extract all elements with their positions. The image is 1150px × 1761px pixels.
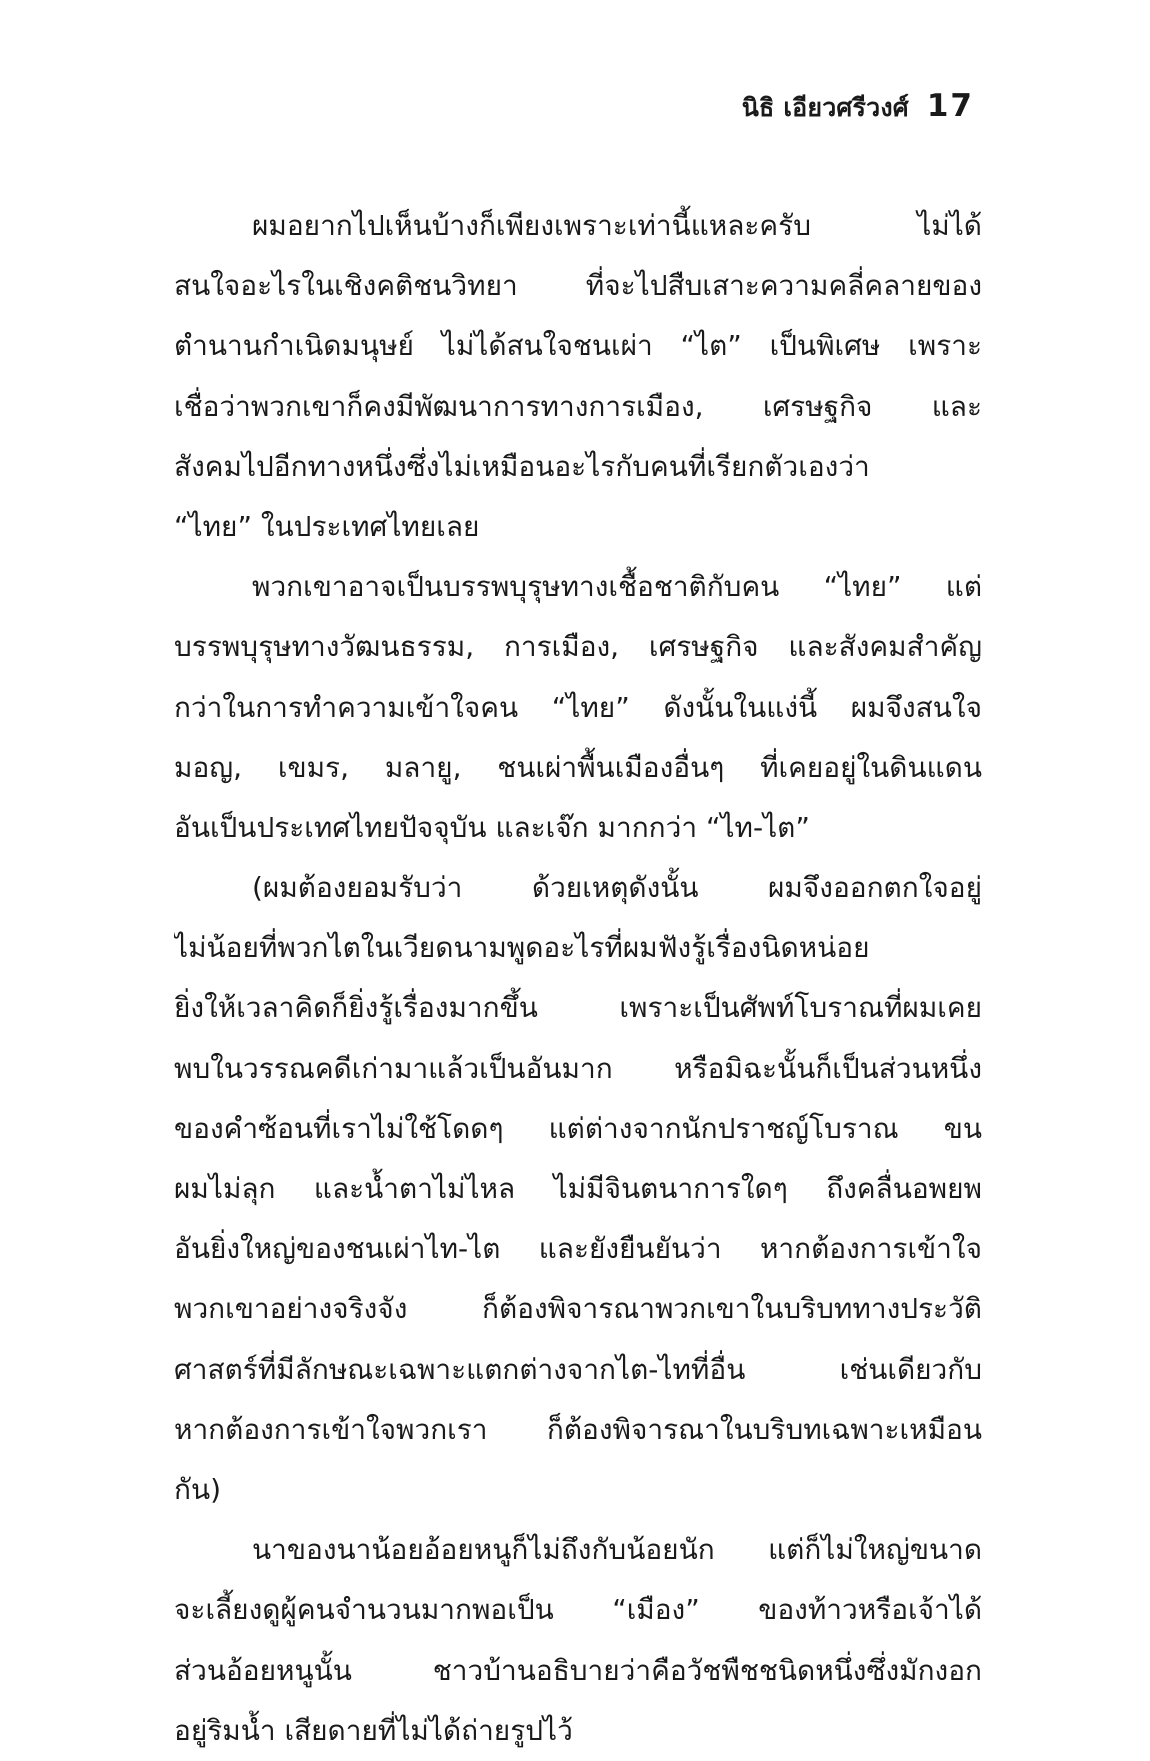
text-line: ยิ่งให้เวลาคิดก็ยิ่งรู้เรื่องมากขึ้น เพราะเป็นศัพท์โบราณที่ผมเคย <box>174 991 982 1025</box>
text-line: อันเป็นประเทศไทยปัจจุบัน และเจ๊ก มากกว่า “ไท-ไต” <box>174 810 810 844</box>
text-line: “ไทย” ในประเทศไทยเลย <box>174 509 480 543</box>
text-line: มอญ, เขมร, มลายู, ชนเผ่าพื้นเมืองอื่นๆ ที่เคยอยู่ในดินแดน <box>174 750 982 784</box>
running-head <box>742 88 974 128</box>
running-head-author: นิธิ เอียวศรีวงศ์ <box>741 93 909 122</box>
text-line: สนใจอะไรในเชิงคติชนวิทยา ที่จะไปสืบเสาะความคลี่คลายของ <box>174 269 982 303</box>
text-line: (ผมต้องยอมรับว่า ด้วยเหตุดังนั้น ผมจึงออกตกใจอยู่ <box>252 871 982 905</box>
paragraph-3 <box>174 858 982 1520</box>
paragraph-4 <box>174 1520 982 1761</box>
text-line: บรรพบุรุษทางวัฒนธรรม, การเมือง, เศรษฐกิจ และสังคมสำคัญ <box>174 630 982 664</box>
text-line: กว่าในการทำความเข้าใจคน “ไทย” ดังนั้นในแง่นี้ ผมจึงสนใจ <box>174 690 982 724</box>
text-line: ศาสตร์ที่มีลักษณะเฉพาะแตกต่างจากไต-ไทที่อื่น เช่นเดียวกับ <box>174 1352 982 1386</box>
text-line: เชื่อว่าพวกเขาก็คงมีพัฒนาการทางการเมือง, เศรษฐกิจ และ <box>174 389 982 423</box>
paragraph-2 <box>174 557 982 858</box>
text-line: ตำนานกำเนิดมนุษย์ ไม่ได้สนใจชนเผ่า “ไต” เป็นพิเศษ เพราะ <box>174 329 982 363</box>
text-line: พบในวรรณคดีเก่ามาแล้วเป็นอันมาก หรือมิฉะนั้นก็เป็นส่วนหนึ่ง <box>174 1051 982 1085</box>
text-line: ผมอยากไปเห็นบ้างก็เพียงเพราะเท่านี้แหละครับ ไม่ได้ <box>252 209 982 242</box>
text-line: พวกเขาอาจเป็นบรรพบุรุษทางเชื้อชาติกับคน “ไทย” แต่ <box>252 570 982 604</box>
text-line: จะเลี้ยงดูผู้คนจำนวนมากพอเป็น “เมือง” ของท้าวหรือเจ้าได้ <box>174 1593 982 1627</box>
text-line: พวกเขาอย่างจริงจัง ก็ต้องพิจารณาพวกเขาในบริบททางประวัติ <box>174 1292 982 1326</box>
page-number: 17 <box>926 88 974 124</box>
text-line: นาของนาน้อยอ้อยหนูก็ไม่ถึงกับน้อยนัก แต่ก็ไม่ใหญ่ขนาด <box>252 1533 982 1567</box>
text-line: อยู่ริมน้ำ เสียดายที่ไม่ได้ถ่ายรูปไว้ <box>174 1713 573 1747</box>
text-line: สังคมไปอีกทางหนึ่งซึ่งไม่เหมือนอะไรกับคนที่เรียกตัวเองว่า <box>174 449 870 483</box>
text-line: กัน) <box>174 1472 222 1506</box>
text-line: ไม่น้อยที่พวกไตในเวียดนามพูดอะไรที่ผมฟังรู้เรื่องนิดหน่อย <box>174 931 870 965</box>
text-line: อันยิ่งใหญ่ของชนเผ่าไท-ไต และยังยืนยันว่า หากต้องการเข้าใจ <box>174 1232 982 1266</box>
text-line: หากต้องการเข้าใจพวกเรา ก็ต้องพิจารณาในบริบทเฉพาะเหมือน <box>174 1412 982 1446</box>
text-line: ส่วนอ้อยหนูนั้น ชาวบ้านอธิบายว่าคือวัชพืชชนิดหนึ่งซึ่งมักงอก <box>174 1653 982 1687</box>
body-text <box>174 196 982 1761</box>
paragraph-1 <box>174 196 982 557</box>
text-line: ของคำซ้อนที่เราไม่ใช้โดดๆ แต่ต่างจากนักปราชญ์โบราณ ขน <box>174 1111 982 1145</box>
text-line: ผมไม่ลุก และน้ำตาไม่ไหล ไม่มีจินตนาการใดๆ ถึงคลื่นอพยพ <box>174 1172 982 1205</box>
